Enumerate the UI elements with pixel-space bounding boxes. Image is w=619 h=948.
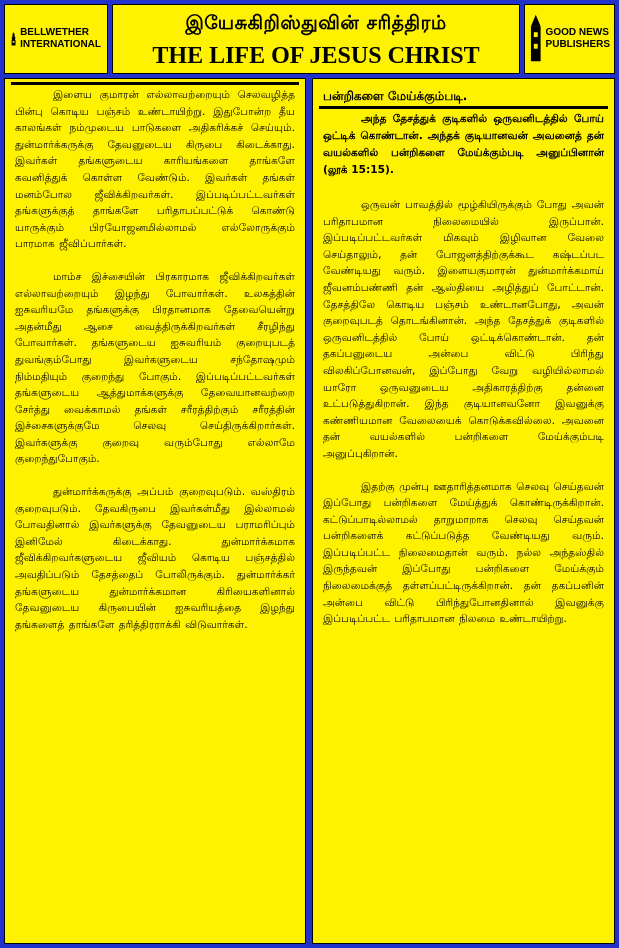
bellwether-logo [4, 4, 108, 74]
good-news-logo [524, 4, 615, 74]
paragraph: மாம்ச இச்சையின் பிரகாரமாக ஜீவிக்கிறவர்கள் எல்லாவற்றையும் இழந்து போவார்கள். உலகத்தின் ஐசுவரியமே தங்களுக்கு பிரதானமாக தேவையென்று அதன்மீது ஆசை வைத்திருக்கிறவர்கள் சீரழிந்து போவார்கள். தங்களுடைய ஐசுவரியம் குறையுபடத் துவங்கும்போது இவர்களுடைய சந்தோஷமும் நிம்மதியும் குறைந்து போகும். இப்படிப்பட்டவர்கள் தங்களுடைய ஆத்துமாக்களுக்கு தேவையானவற்றை சேர்த்து வைக்காமல் தங்கள் சரீரத்திற்கும் சரீரத்தின் இச்சைகளுக்குமே செலவு செய்திருக்கிறார்கள். இவர்களுக்கு குறைவு வரும்போது எல்லாமே குறைந்துபோகும். [15, 270, 295, 466]
tower-icon [529, 14, 543, 64]
left-column [4, 78, 306, 944]
paragraph: ஒருவன் பாவத்தில் மூழ்கியிருக்கும் போது அவன் பரிதாபமான நிலைமையில் இருப்பான். இப்படிப்பட்டவர்கள் மிகவும் இழிவான வேலை செய்தாலும், தன் போஜனத்திற்குக்கூட கஷ்டப்பட வேண்டியது வரும். இளையகுமாரன் துன்மார்க்கமாய் ஜீவனம்பண்ணி தன் ஆஸ்தியை அழித்துப் போட்டான். தேசத்திலே கொடிய பஞ்சம் உண்டானபோது, அவன் குறைவுபடத் தொடங்கினான். அந்த தேசத்துக் குடிகளில் ஒருவனிடத்தில் போய் ஒட்டிக்கொண்டான். தன் தகப்பனுடைய அன்பை விட்டு பிரிந்து விலகிப்போனவன், இப்போது வேறு வழியில்லாமல் யாரோ ஒருவனுடைய அதிகாரத்திற்கு தன்னை உட்படுத்துகிறான். இந்த குடியானவனோ இவனுக்கு கண்ணியமான வேலையைக் கொடுக்கவில்லை. அவனை தன் வயல்களில் பன்றிகளை மேய்க்கும்படி அனுப்புகிறான். [323, 199, 604, 460]
paragraph: இளைய குமாரன் எல்லாவற்றையும் செலவழித்த பின்பு கொடிய பஞ்சம் உண்டாயிற்று. இதுபோன்ற தீய காலங்கள் நம்முடைய பாடுகளை அதிகரிக்கச் செய்யும். துன்மார்க்கருக்கு தேவனுடைய கிருபை கிடைக்காது. இவர்கள் தங்களுடைய காரியங்களை தாங்களே கவனித்துக் கொள்ள வேண்டும். இவர்கள் தங்கள் மனம்போல ஜீவிக்கிறவர்கள். இப்படிப்பட்டவர்கள் தங்களுக்குத் தாங்களே பரிதாபப்பட்டுக் கொண்டு யாருக்கும் பிரயோஜனமில்லாமல் எல்லோருக்கும் பாரமாக ஜீவிப்பார்கள். [15, 89, 295, 251]
bell-tower-icon [11, 14, 16, 64]
divider [11, 82, 299, 85]
section-heading: பன்றிகளை மேய்க்கும்படி. [323, 89, 468, 103]
title-english: THE LIFE OF JESUS CHRIST [152, 43, 480, 69]
page-title [112, 4, 520, 74]
logo-left-text: BELLWETHER INTERNATIONAL [20, 27, 101, 50]
divider [319, 106, 608, 109]
paragraph: இதற்கு முன்பு ஊதாரித்தனமாக செலவு செய்தவன் இப்போது பன்றிகளை மேய்த்துக் கொண்டிருக்கிறான். கட்டுப்பாடில்லாமல் தாறுமாறாக செலவு செய்தவன் பன்றிகளைக் கட்டுப்படுத்த வேண்டியது வரும். இப்படிப்பட்ட நிலைமைதான் வரும். நல்ல அந்தஸ்தில் இருந்தவன் இப்போது பன்றிகளை மேய்க்கும் நிலைமைக்குத் தள்ளப்பட்டிருக்கிறான். தன் தகப்பனின் அன்பை விட்டு பிரிந்துபோனதினால் இவனுக்கு இப்படிப்பட்ட பரிதாபமான நிலமை உண்டாயிற்று. [323, 480, 605, 626]
paragraph: துன்மார்க்கருக்கு அப்பம் குறைவுபடும். வஸ்திரம் குறைவுபடும். தேவகிருபை இவர்கள்மீது இல்லாமல் போவதினால் இவர்களுக்கு தேவனுடைய பராமரிப்பும் இனிமேல் கிடைக்காது. துன்மார்க்கமாக ஜீவிக்கிறவர்களுடைய ஜீவியம் கொடிய பஞ்சத்தில் அவதிப்படும் தேசத்தைப் போலிருக்கும். துன்மார்க்கர் தங்களுடைய துன்மார்க்கமான கிரியைகளினால் தேவனுடைய கிருபையின் ஐசுவரியத்தை இழந்து தங்களைத் தாங்களே தரித்திரராக்கி விடுவார்கள். [15, 486, 295, 631]
scripture-verse: அந்த தேசத்துக் குடிகளில் ஒருவனிடத்தில் போய் ஒட்டிக் கொண்டான். அந்தக் குடியானவன் அவனைத் தன் வயல்களில் பன்றிகளை மேய்க்கும்படி அனுப்பினான் (லூக் 15:15). [323, 113, 604, 176]
logo-right-text: GOOD NEWS PUBLISHERS [545, 27, 610, 50]
title-tamil: இயேசுகிறிஸ்துவின் சரித்திரம் [185, 12, 447, 34]
right-column [312, 78, 615, 944]
